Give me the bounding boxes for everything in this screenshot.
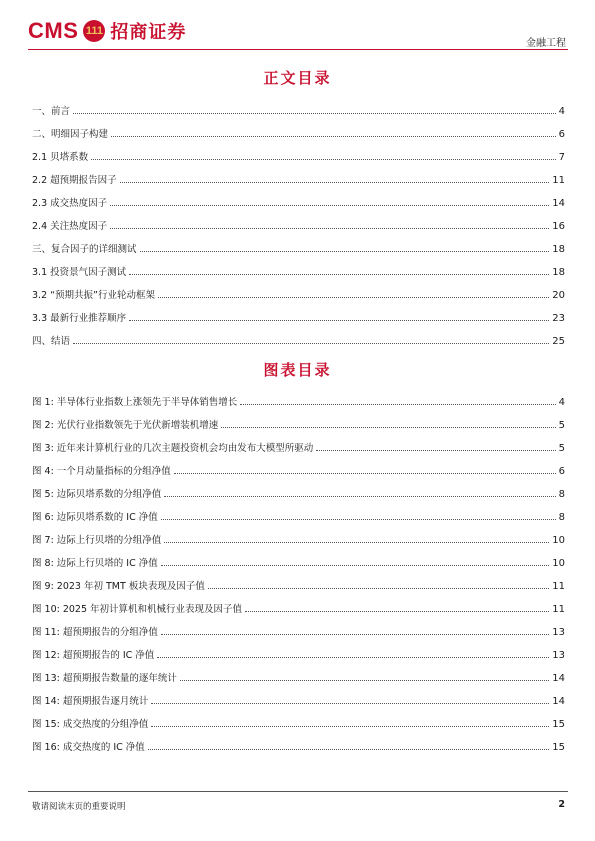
main-toc-entry[interactable]: [32, 117, 565, 140]
dot-leader: [140, 251, 550, 252]
figure-toc-entry[interactable]: [32, 684, 565, 707]
figure-toc-entry[interactable]: [32, 385, 565, 408]
toc-page-number: 5: [558, 420, 565, 431]
dot-leader: [73, 113, 556, 114]
figure-toc-entry[interactable]: [32, 638, 565, 661]
toc-page-number: 14: [552, 673, 565, 684]
toc-entry-text: 图 1: 半导体行业指数上涨领先于半导体销售增长: [32, 397, 238, 408]
dot-leader: [91, 159, 555, 160]
toc-entry-text: 图 10: 2025 年初计算机和机械行业表现及因子值: [32, 604, 243, 615]
toc-page-number: 13: [552, 627, 565, 638]
figure-toc-title: 图表目录: [263, 361, 332, 379]
toc-entry-text: 图 6: 边际贝塔系数的 IC 净值: [32, 512, 158, 523]
toc-entry-text: 图 16: 成交热度的 IC 净值: [32, 742, 145, 753]
toc-entry-text: 图 12: 超预期报告的 IC 净值: [32, 650, 155, 661]
toc-entry-text: 图 4: 一个月动量指标的分组净值: [32, 466, 171, 477]
toc-entry-text: 三、复合因子的详细测试: [32, 244, 137, 255]
page-header: [28, 14, 568, 48]
toc-page-number: 10: [552, 558, 565, 569]
toc-page-number: 15: [552, 742, 565, 753]
toc-page-number: 11: [552, 581, 565, 592]
toc-page-number: 6: [558, 129, 565, 140]
figure-toc-list: [32, 385, 565, 753]
dot-leader: [164, 496, 555, 497]
toc-entry-text: 图 8: 边际上行贝塔的 IC 净值: [32, 558, 158, 569]
page-number: 2: [558, 799, 565, 810]
toc-page-number: 6: [558, 466, 565, 477]
figure-toc-entry[interactable]: [32, 408, 565, 431]
toc-entry-text: 图 9: 2023 年初 TMT 板块表现及因子值: [32, 581, 205, 592]
toc-page-number: 5: [558, 443, 565, 454]
figure-toc-entry[interactable]: [32, 546, 565, 569]
toc-entry-text: 图 7: 边际上行贝塔的分组净值: [32, 535, 162, 546]
toc-page-number: 8: [558, 512, 565, 523]
dot-leader: [158, 297, 549, 298]
main-toc-entry[interactable]: [32, 186, 565, 209]
figure-toc-entry[interactable]: [32, 730, 565, 753]
dot-leader: [180, 680, 549, 681]
toc-entry-text: 二、明细因子构建: [32, 129, 109, 140]
figure-toc-entry[interactable]: [32, 592, 565, 615]
dot-leader: [240, 404, 555, 405]
main-toc-entry[interactable]: [32, 209, 565, 232]
toc-page-number: 4: [558, 397, 565, 408]
dot-leader: [161, 565, 550, 566]
figure-toc-entry[interactable]: [32, 431, 565, 454]
toc-entry-text: 图 5: 边际贝塔系数的分组净值: [32, 489, 162, 500]
toc-entry-text: 图 13: 超预期报告数量的逐年统计: [32, 673, 177, 684]
logo-seal-icon: 111: [83, 20, 105, 42]
toc-entry-text: 2.3 成交热度因子: [32, 198, 108, 209]
toc-page-number: 8: [558, 489, 565, 500]
main-toc-entry[interactable]: [32, 163, 565, 186]
toc-entry-text: 3.2 “预期共振”行业轮动框架: [32, 290, 155, 301]
toc-entry-text: 图 2: 光伏行业指数领先于光伏新增装机增速: [32, 420, 219, 431]
dot-leader: [157, 657, 549, 658]
toc-page-number: 4: [558, 106, 565, 117]
toc-entry-text: 3.3 最新行业推荐顺序: [32, 313, 127, 324]
toc-page-number: 13: [552, 650, 565, 661]
dot-leader: [129, 274, 549, 275]
dot-leader: [164, 542, 549, 543]
toc-entry-text: 图 15: 成交热度的分组净值: [32, 719, 149, 730]
main-toc-entry[interactable]: [32, 301, 565, 324]
dot-leader: [151, 726, 549, 727]
figure-toc-entry[interactable]: [32, 454, 565, 477]
dot-leader: [120, 182, 550, 183]
logo-cms-text: CMS: [28, 18, 79, 43]
dot-leader: [148, 749, 549, 750]
footer-divider: [28, 791, 568, 792]
toc-page-number: 14: [552, 696, 565, 707]
company-logo: [28, 18, 186, 44]
main-toc-entry[interactable]: [32, 278, 565, 301]
toc-entry-text: 2.2 超预期报告因子: [32, 175, 117, 186]
figure-toc-entry[interactable]: [32, 500, 565, 523]
toc-page-number: 18: [552, 244, 565, 255]
figure-toc-entry[interactable]: [32, 523, 565, 546]
dot-leader: [316, 450, 555, 451]
toc-entry-text: 图 3: 近年来计算机行业的几次主题投资机会均由发布大模型所驱动: [32, 443, 314, 454]
figure-toc-entry[interactable]: [32, 477, 565, 500]
dot-leader: [73, 343, 549, 344]
toc-page-number: 20: [552, 290, 565, 301]
logo-chinese-text: 招商证券: [110, 22, 187, 43]
dot-leader: [161, 634, 549, 635]
toc-entry-text: 一、前言: [32, 106, 71, 117]
main-toc-entry[interactable]: [32, 255, 565, 278]
disclaimer-note: 敬请阅读末页的重要说明: [32, 802, 126, 812]
dot-leader: [111, 136, 556, 137]
dot-leader: [151, 703, 549, 704]
figure-toc-entry[interactable]: [32, 615, 565, 638]
dot-leader: [174, 473, 556, 474]
figure-toc-entry[interactable]: [32, 661, 565, 684]
main-toc-list: [32, 94, 565, 347]
main-toc-title: 正文目录: [263, 69, 332, 87]
toc-page-number: 7: [558, 152, 565, 163]
toc-entry-text: 2.4 关注热度因子: [32, 221, 108, 232]
toc-page-number: 15: [552, 719, 565, 730]
department-label: 金融工程: [526, 38, 566, 49]
toc-entry-text: 2.1 贝塔系数: [32, 152, 89, 163]
dot-leader: [221, 427, 555, 428]
toc-entry-text: 四、结语: [32, 336, 71, 347]
dot-leader: [161, 519, 556, 520]
figure-toc-entry[interactable]: [32, 707, 565, 730]
main-toc-entry[interactable]: [32, 232, 565, 255]
toc-page-number: 25: [552, 336, 565, 347]
dot-leader: [129, 320, 549, 321]
toc-page-number: 10: [552, 535, 565, 546]
toc-entry-text: 图 14: 超预期报告逐月统计: [32, 696, 149, 707]
main-toc-entry[interactable]: [32, 324, 565, 347]
dot-leader: [208, 588, 549, 589]
main-toc-entry[interactable]: [32, 94, 565, 117]
dot-leader: [110, 205, 549, 206]
toc-page-number: 18: [552, 267, 565, 278]
figure-toc-entry[interactable]: [32, 569, 565, 592]
header-divider: [28, 49, 568, 50]
dot-leader: [110, 228, 549, 229]
toc-entry-text: 3.1 投资景气因子测试: [32, 267, 127, 278]
toc-page-number: 11: [552, 175, 565, 186]
toc-entry-text: 图 11: 超预期报告的分组净值: [32, 627, 158, 638]
toc-page-number: 14: [552, 198, 565, 209]
dot-leader: [245, 611, 549, 612]
main-toc-entry[interactable]: [32, 140, 565, 163]
toc-page-number: 16: [552, 221, 565, 232]
toc-page-number: 23: [552, 313, 565, 324]
toc-page-number: 11: [552, 604, 565, 615]
